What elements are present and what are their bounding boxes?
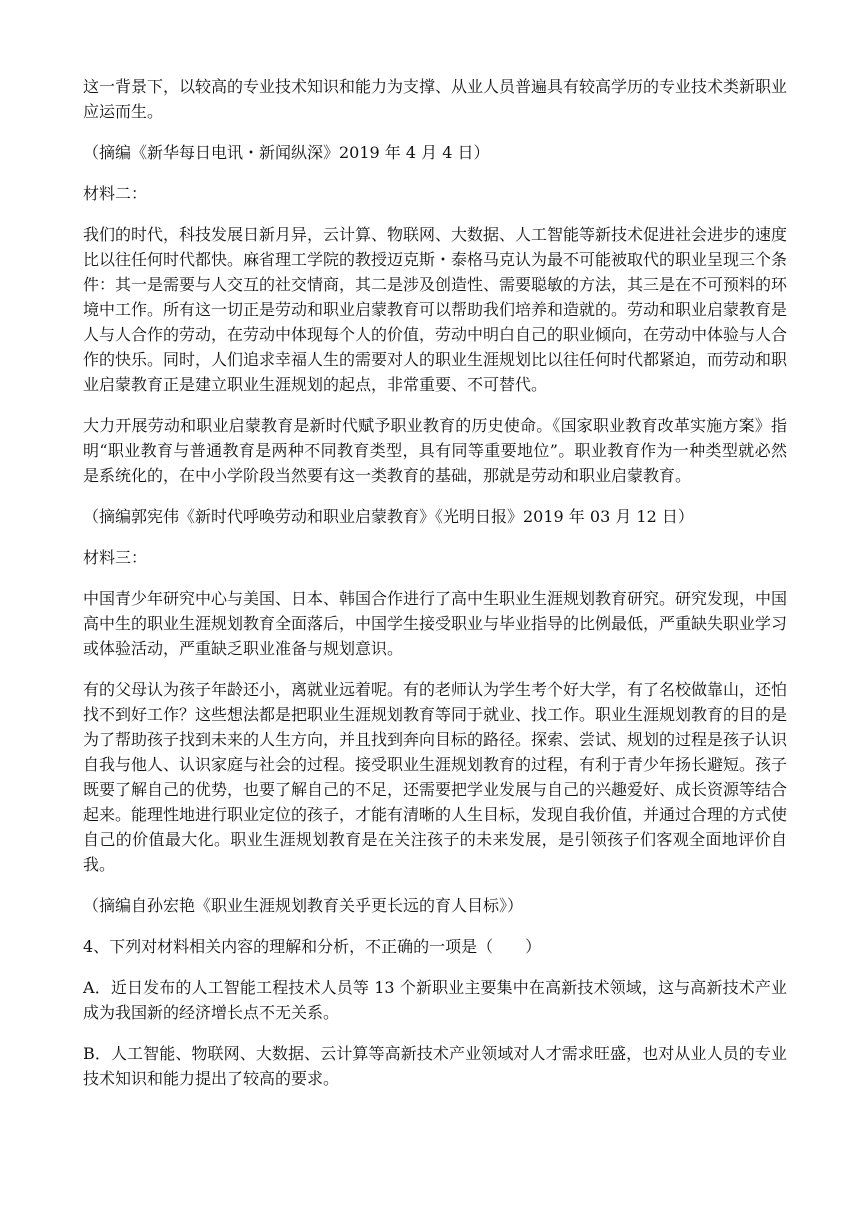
material-2-paragraph-1: 我们的时代，科技发展日新月异，云计算、物联网、大数据、人工智能等新技术促进社会进步的速度比以往任何时代都快。麻省理工学院的教授迈克斯・泰格马克认为最不可能被取代的职业呈现三个条件：其一是需要与人交互的社交情商，其二是涉及创造性、需要聪敏的方法，其三是在不可预料的环境中工作。所有这一切正是劳动和职业启蒙教育可以帮助我们培养和造就的。劳动和职业启蒙教育是人与人合作的劳动，在劳动中体现每个人的价值，劳动中明白自己的职业倾向，在劳动中体验与人合作的快乐。同时，人们追求幸福人生的需要对人的职业生涯规划比以往任何时代都紧迫，而劳动和职业启蒙教育正是建立职业生涯规划的起点，非常重要、不可替代。: [83, 225, 788, 394]
material-2-heading: 材料二：: [83, 184, 148, 203]
material-2-paragraph-2: 大力开展劳动和职业启蒙教育是新时代赋予职业教育的历史使命。《国家职业教育改革实施方案》指明“职业教育与普通教育是两种不同教育类型，具有同等重要地位”。职业教育作为一种类型就必然是系统化的，在中小学阶段当然要有这一类教育的基础，那就是劳动和职业启蒙教育。: [83, 416, 787, 485]
source-citation-1: （摘编《新华每日电讯・新闻纵深》2019 年 4 月 4 日）: [83, 143, 490, 162]
source-citation-2: （摘编郭宪伟《新时代呼唤劳动和职业启蒙教育》《光明日报》2019 年 03 月 12 日）: [83, 507, 694, 526]
material-3-paragraph-1: 中国青少年研究中心与美国、日本、韩国合作进行了高中生职业生涯规划教育研究。研究发现，中国高中生的职业生涯规划教育全面落后，中国学生接受职业与毕业指导的比例最低，严重缺失职业学习或体验活动，严重缺乏职业准备与规划意识。: [83, 589, 788, 658]
option-b: B．人工智能、物联网、大数据、云计算等高新技术产业领域对人才需求旺盛，也对从业人员的专业技术知识和能力提出了较高的要求。: [83, 1044, 787, 1088]
document-page: [83, 74, 787, 1107]
material-3-heading: 材料三：: [83, 548, 148, 567]
option-a: A．近日发布的人工智能工程技术人员等 13 个新职业主要集中在高新技术领域，这与高新技术产业成为我国新的经济增长点不无关系。: [83, 978, 787, 1022]
material-3-paragraph-2: 有的父母认为孩子年龄还小，离就业远着呢。有的老师认为学生考个好大学，有了名校做靠山，还怕找不到好工作？这些想法都是把职业生涯规划教育等同于就业、找工作。职业生涯规划教育的目的是为了帮助孩子找到未来的人生方向，并且找到奔向目标的路径。探索、尝试、规划的过程是孩子认识自我与他人、认识家庭与社会的过程。接受职业生涯规划教育的过程，有利于青少年扬长避短。孩子既要了解自己的优势，也要了解自己的不足，还需要把学业发展与自己的兴趣爱好、成长资源等结合起来。能理性地进行职业定位的孩子，才能有清晰的人生目标，发现自我价值，并通过合理的方式使自己的价值最大化。职业生涯规划教育是在关注孩子的未来发展，是引领孩子们客观全面地评价自我。: [83, 680, 788, 874]
source-citation-3: （摘编自孙宏艳《职业生涯规划教育关乎更长远的育人目标》）: [83, 896, 524, 915]
question-4: 4、下列对材料相关内容的理解和分析，不正确的一项是（ ）: [83, 937, 542, 956]
paragraph-top: 这一背景下，以较高的专业技术知识和能力为支撑、从业人员普遍具有较高学历的专业技术类新职业应运而生。: [83, 77, 788, 121]
